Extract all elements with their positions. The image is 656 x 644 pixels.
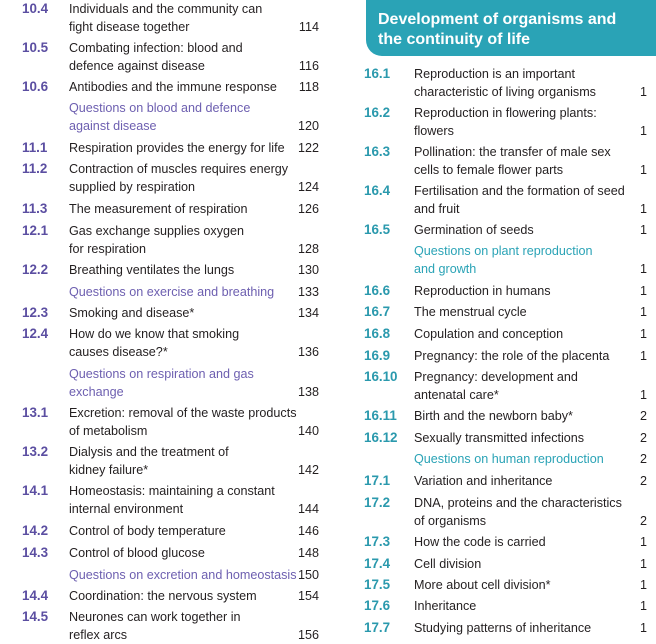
section-title: Reproduction in flowering plants: flowers xyxy=(414,106,597,138)
section-title: Control of blood glucose xyxy=(69,546,205,560)
section-title: Questions on plant reproduction and growth xyxy=(414,244,593,276)
section-title: Neurones can work together in reflex arcs xyxy=(69,610,241,642)
section-number: 17.2 xyxy=(364,495,391,510)
page-number: 1 xyxy=(640,621,648,635)
section-title: How do we know that smoking causes disease?* xyxy=(69,327,240,359)
section-title: Combating infection: blood and defence against disease xyxy=(69,41,243,73)
page-number: 148 xyxy=(297,546,319,560)
section-title: Reproduction is an important characteristic of living organisms xyxy=(414,67,596,99)
page-number: 1 xyxy=(640,163,648,177)
section-title: Questions on excretion and homeostasis xyxy=(69,568,297,582)
section-title: Questions on human reproduction xyxy=(414,452,604,466)
section-number: 11.3 xyxy=(22,201,48,216)
page-number: 133 xyxy=(297,285,319,299)
toc-entry[interactable] xyxy=(364,494,646,530)
toc-entry[interactable] xyxy=(0,482,322,518)
section-number: 16.8 xyxy=(364,326,391,341)
page-number: 128 xyxy=(297,242,319,256)
toc-entry[interactable] xyxy=(0,608,322,644)
page-number: 130 xyxy=(297,263,319,277)
toc-entry[interactable] xyxy=(364,429,646,447)
toc-entry[interactable] xyxy=(0,443,322,479)
toc-entry[interactable] xyxy=(0,222,322,258)
toc-entry[interactable] xyxy=(364,368,646,404)
page-number: 154 xyxy=(297,589,319,603)
toc-entry[interactable] xyxy=(364,597,646,615)
page-number: 2 xyxy=(640,474,648,488)
section-number: 14.5 xyxy=(22,609,49,624)
page-number: 1 xyxy=(640,388,648,402)
page-number: 1 xyxy=(640,284,648,298)
section-number: 16.2 xyxy=(364,105,391,120)
toc-entry[interactable] xyxy=(364,325,646,343)
toc-entry[interactable] xyxy=(364,303,646,321)
page-number: 1 xyxy=(640,124,648,138)
page-number: 1 xyxy=(640,223,648,237)
page-number: 134 xyxy=(297,306,319,320)
toc-entry[interactable] xyxy=(0,587,322,605)
section-number: 17.6 xyxy=(364,598,391,613)
toc-entry[interactable] xyxy=(0,522,322,540)
section-title: Contraction of muscles requires energy supplied by respiration xyxy=(69,162,289,194)
page-number: 156 xyxy=(297,628,319,642)
toc-question-entry[interactable] xyxy=(0,283,322,301)
toc-question-entry[interactable] xyxy=(364,450,646,468)
section-number: 16.11 xyxy=(364,408,397,423)
page-number: 1 xyxy=(640,599,648,613)
page-number: 1 xyxy=(640,557,648,571)
section-title: Questions on respiration and gas exchange xyxy=(69,367,254,399)
section-number: 17.1 xyxy=(364,473,391,488)
section-number: 17.7 xyxy=(364,620,391,635)
page-number: 126 xyxy=(297,202,319,216)
page-number: 138 xyxy=(297,385,319,399)
section-number: 11.1 xyxy=(22,140,48,155)
section-number: 16.9 xyxy=(364,348,391,363)
page-number: 120 xyxy=(297,119,319,133)
section-title: How the code is carried xyxy=(414,535,546,549)
section-title: Questions on blood and defence against disease xyxy=(69,101,251,133)
section-number: 12.2 xyxy=(22,262,49,277)
section-title: Individuals and the community can fight disease together xyxy=(69,2,263,34)
toc-entry[interactable] xyxy=(364,347,646,365)
section-header-title: Development of organisms and the continuity of life xyxy=(378,11,617,48)
section-title: Pollination: the transfer of male sex cells to female flower parts xyxy=(414,145,611,177)
section-title: Homeostasis: maintaining a constant internal environment xyxy=(69,484,275,516)
section-number: 10.4 xyxy=(22,1,49,16)
page-number: 116 xyxy=(298,59,319,73)
section-title: Pregnancy: development and antenatal care* xyxy=(414,370,578,402)
section-number: 17.3 xyxy=(364,534,391,549)
section-number: 12.1 xyxy=(22,223,49,238)
section-title: Gas exchange supplies oxygen for respiration xyxy=(69,224,245,256)
toc-entry[interactable] xyxy=(0,200,322,218)
toc-question-entry[interactable] xyxy=(364,242,646,278)
toc-entry[interactable] xyxy=(0,139,322,157)
toc-entry[interactable] xyxy=(0,78,322,96)
section-title: Breathing ventilates the lungs xyxy=(69,263,235,277)
section-number: 16.12 xyxy=(364,430,398,445)
toc-entry[interactable] xyxy=(364,143,646,179)
section-title: Studying patterns of inheritance xyxy=(414,621,592,635)
toc-question-entry[interactable] xyxy=(0,566,322,584)
section-title: Dialysis and the treatment of kidney failure* xyxy=(69,445,229,477)
section-number: 12.3 xyxy=(22,305,49,320)
page-number: 150 xyxy=(297,568,319,582)
section-number: 10.5 xyxy=(22,40,49,55)
toc-entry[interactable] xyxy=(0,160,322,196)
toc-entry[interactable] xyxy=(0,0,322,36)
section-title: Copulation and conception xyxy=(414,327,564,341)
section-number: 14.4 xyxy=(22,588,49,603)
page-number: 142 xyxy=(297,463,319,477)
toc-entry[interactable] xyxy=(0,39,322,75)
section-number: 14.2 xyxy=(22,523,49,538)
toc-entry[interactable] xyxy=(364,65,646,101)
page-number: 2 xyxy=(640,514,648,528)
page-number: 1 xyxy=(640,85,648,99)
toc-entry[interactable] xyxy=(364,407,646,425)
page-number: 140 xyxy=(297,424,319,438)
toc-entry[interactable] xyxy=(364,104,646,140)
section-number: 13.1 xyxy=(22,405,49,420)
section-title: Fertilisation and the formation of seed and fruit xyxy=(414,184,625,216)
section-title: Questions on exercise and breathing xyxy=(69,285,275,299)
section-number: 16.1 xyxy=(364,66,391,81)
toc-entry[interactable] xyxy=(364,282,646,300)
section-title: The measurement of respiration xyxy=(69,202,248,216)
section-number: 13.2 xyxy=(22,444,49,459)
section-number: 16.10 xyxy=(364,369,398,384)
section-number: 16.7 xyxy=(364,304,391,319)
section-number: 16.6 xyxy=(364,283,391,298)
section-title: DNA, proteins and the characteristics of organisms xyxy=(414,496,622,528)
section-number: 14.3 xyxy=(22,545,49,560)
section-number: 12.4 xyxy=(22,326,49,341)
page-number: 136 xyxy=(297,345,319,359)
section-title: Variation and inheritance xyxy=(414,474,553,488)
page-number: 2 xyxy=(640,452,648,466)
section-title: Birth and the newborn baby* xyxy=(414,409,573,423)
toc-entry[interactable] xyxy=(364,472,646,490)
section-number: 16.3 xyxy=(364,144,391,159)
section-number: 16.5 xyxy=(364,222,391,237)
page-number: 2 xyxy=(640,409,648,423)
section-title: Excretion: removal of the waste products of metabolism xyxy=(69,406,297,438)
section-title: Control of body temperature xyxy=(69,524,226,538)
page-number: 1 xyxy=(640,305,648,319)
toc-entry[interactable] xyxy=(0,544,322,562)
page-number: 1 xyxy=(640,578,648,592)
toc-entry[interactable] xyxy=(0,404,322,440)
toc-question-entry[interactable] xyxy=(0,365,322,401)
section-number: 17.5 xyxy=(364,577,391,592)
section-number: 10.6 xyxy=(22,79,49,94)
toc-entry[interactable] xyxy=(364,555,646,573)
page-number: 1 xyxy=(640,327,648,341)
page-number: 1 xyxy=(640,535,648,549)
toc-entry[interactable] xyxy=(364,533,646,551)
section-title: More about cell division* xyxy=(414,578,551,592)
page-number: 2 xyxy=(640,431,648,445)
page-number: 146 xyxy=(297,524,319,538)
toc-entry[interactable] xyxy=(0,325,322,361)
section-number: 11.2 xyxy=(22,161,48,176)
toc-question-entry[interactable] xyxy=(0,99,322,135)
section-title: Coordination: the nervous system xyxy=(69,589,257,603)
section-header xyxy=(366,0,656,56)
page-number: 1 xyxy=(640,202,648,216)
toc-entry[interactable] xyxy=(364,576,646,594)
section-title: The menstrual cycle xyxy=(414,305,527,319)
section-title: Antibodies and the immune response xyxy=(69,80,277,94)
page-number: 1 xyxy=(640,262,648,276)
section-title: Reproduction in humans xyxy=(414,284,551,298)
section-title: Respiration provides the energy for life xyxy=(69,141,285,155)
section-title: Sexually transmitted infections xyxy=(414,431,585,445)
section-number: 16.4 xyxy=(364,183,391,198)
page-number: 144 xyxy=(297,502,319,516)
page-number: 114 xyxy=(298,20,319,34)
page-number: 122 xyxy=(297,141,319,155)
section-title: Smoking and disease* xyxy=(69,306,195,320)
toc-entry[interactable] xyxy=(364,221,646,239)
toc-entry[interactable] xyxy=(0,261,322,279)
section-title: Cell division xyxy=(414,557,482,571)
section-title: Pregnancy: the role of the placenta xyxy=(414,349,610,363)
section-number: 17.4 xyxy=(364,556,391,571)
toc-entry[interactable] xyxy=(364,619,646,637)
section-title: Inheritance xyxy=(414,599,477,613)
toc-entry[interactable] xyxy=(364,182,646,218)
section-title: Germination of seeds xyxy=(414,223,534,237)
toc-entry[interactable] xyxy=(0,304,322,322)
page-number: 118 xyxy=(298,80,319,94)
page-number: 124 xyxy=(297,180,319,194)
page-number: 1 xyxy=(640,349,648,363)
section-number: 14.1 xyxy=(22,483,49,498)
